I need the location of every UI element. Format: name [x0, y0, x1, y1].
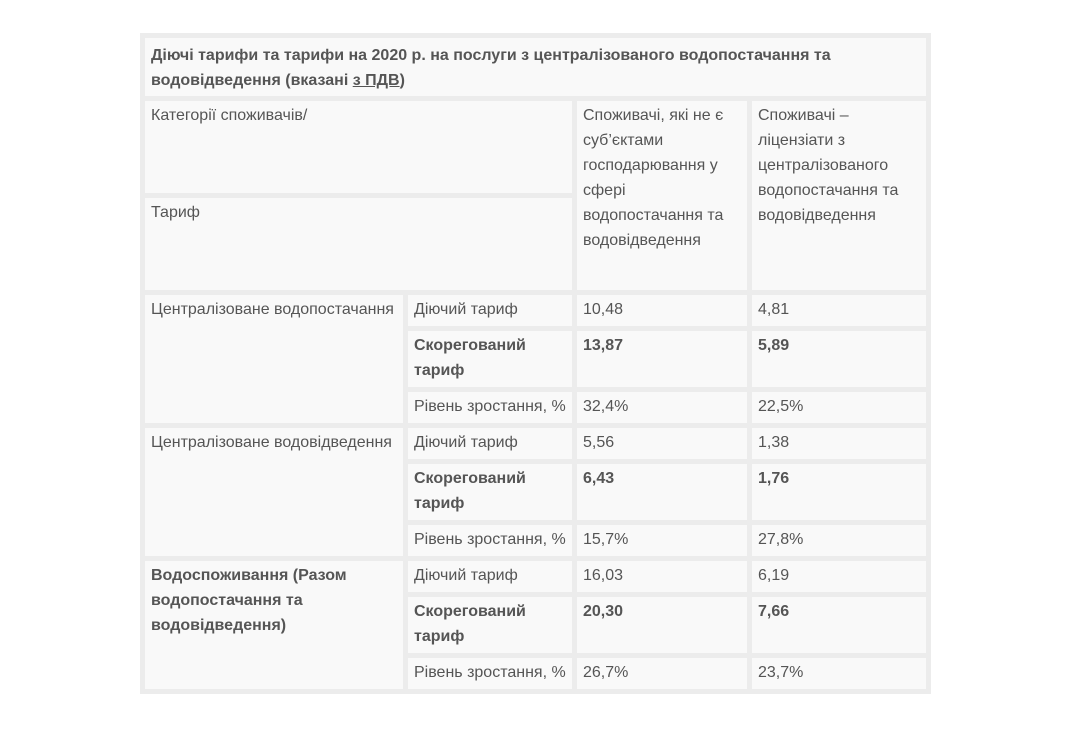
value-a: 26,7%	[577, 658, 747, 689]
header-col-b: Споживачі – ліцензіати з централізованого водопостачання та водовідведення	[752, 101, 926, 290]
value-a: 15,7%	[577, 525, 747, 556]
value-a: 5,56	[577, 428, 747, 459]
header-tariff: Тариф	[145, 198, 572, 290]
value-b: 23,7%	[752, 658, 926, 689]
table-row	[145, 295, 926, 326]
value-b: 6,19	[752, 561, 926, 592]
group-name: Централізоване водопостачання	[145, 295, 403, 423]
title-end: )	[399, 72, 405, 89]
title-text: Діючі тарифи та тарифи на 2020 р. на послуги з централізованого водопостачання та водовідведення (вказані	[151, 47, 831, 89]
value-b: 4,81	[752, 295, 926, 326]
row-label: Скорегований тариф	[408, 597, 572, 653]
row-label: Діючий тариф	[408, 295, 572, 326]
group-name: Централізоване водовідведення	[145, 428, 403, 556]
tariff-table	[140, 33, 931, 694]
vat-link[interactable]: з ПДВ	[352, 72, 400, 89]
value-b: 1,38	[752, 428, 926, 459]
table-row	[145, 561, 926, 592]
tariff-table-container	[140, 33, 931, 694]
value-b: 5,89	[752, 331, 926, 387]
row-label: Діючий тариф	[408, 428, 572, 459]
value-a: 13,87	[577, 331, 747, 387]
table-row	[145, 428, 926, 459]
value-a: 20,30	[577, 597, 747, 653]
table-title	[145, 38, 926, 96]
value-a: 32,4%	[577, 392, 747, 423]
value-b: 27,8%	[752, 525, 926, 556]
group-name: Водоспоживання (Разом водопостачання та водовідведення)	[145, 561, 403, 689]
value-b: 1,76	[752, 464, 926, 520]
value-a: 6,43	[577, 464, 747, 520]
value-b: 22,5%	[752, 392, 926, 423]
row-label: Рівень зростання, %	[408, 658, 572, 689]
row-label: Скорегований тариф	[408, 464, 572, 520]
value-a: 16,03	[577, 561, 747, 592]
header-category: Категорії споживачів/	[145, 101, 572, 193]
row-label: Рівень зростання, %	[408, 525, 572, 556]
row-label: Рівень зростання, %	[408, 392, 572, 423]
header-col-a: Споживачі, які не є суб’єктами господарювання у сфері водопостачання та водовідведення	[577, 101, 747, 290]
value-b: 7,66	[752, 597, 926, 653]
row-label: Діючий тариф	[408, 561, 572, 592]
row-label: Скорегований тариф	[408, 331, 572, 387]
value-a: 10,48	[577, 295, 747, 326]
